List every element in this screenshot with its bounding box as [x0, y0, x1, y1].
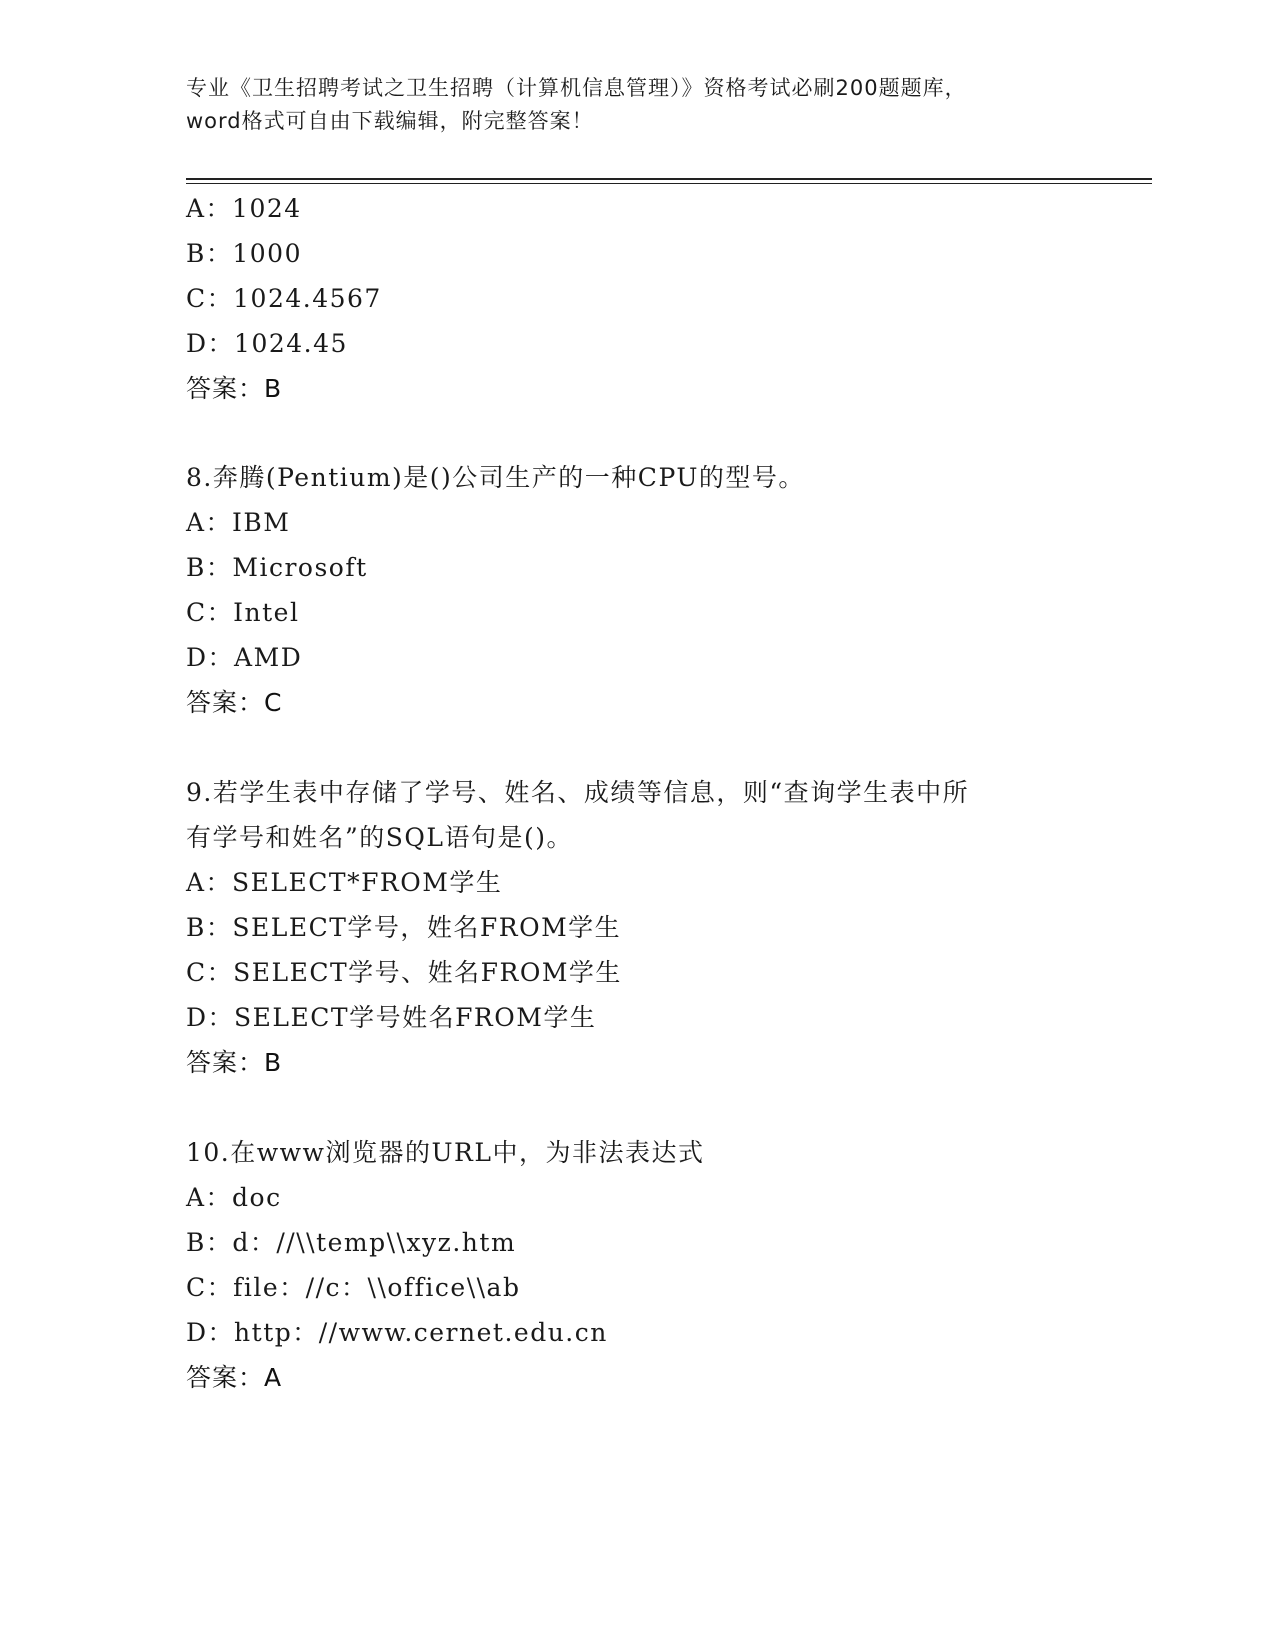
document-header	[186, 72, 1086, 138]
q7-option-a: A：1024	[186, 194, 302, 223]
q8-answer: 答案：C	[186, 688, 283, 717]
q9-option-d: D：SELECT学号姓名FROM学生	[186, 1003, 597, 1032]
q7-answer: 答案：B	[186, 374, 283, 403]
q10-answer: 答案：A	[186, 1363, 283, 1392]
header-line-1: 专业《卫生招聘考试之卫生招聘（计算机信息管理）》资格考试必刷200题题库，	[186, 76, 967, 100]
header-line-2: word格式可自由下载编辑，附完整答案！	[186, 109, 594, 133]
q10-option-d: D：http：//www.cernet.edu.cn	[186, 1318, 608, 1347]
q9-answer: 答案：B	[186, 1048, 283, 1077]
q9-question-line-2: 有学号和姓名”的SQL语句是()。	[186, 823, 574, 852]
q7-option-c: C：1024.4567	[186, 284, 382, 313]
q8-option-d: D：AMD	[186, 643, 303, 672]
header-divider	[186, 178, 1152, 180]
q10-option-b: B：d：//\\temp\\xyz.htm	[186, 1228, 517, 1257]
q8-option-b: B：Microsoft	[186, 553, 368, 582]
q9-option-a: A：SELECT*FROM学生	[186, 868, 503, 897]
q10-option-a: A：doc	[186, 1183, 282, 1212]
q8-option-c: C：Intel	[186, 598, 300, 627]
q7-option-b: B：1000	[186, 239, 302, 268]
q8-question: 8.奔腾(Pentium)是()公司生产的一种CPU的型号。	[186, 463, 805, 492]
q8-option-a: A：IBM	[186, 508, 291, 537]
q10-option-c: C：file：//c：\\office\\ab	[186, 1273, 521, 1302]
q7-option-d: D：1024.45	[186, 329, 348, 358]
header-divider-thin	[186, 183, 1152, 184]
q10-question: 10.在www浏览器的URL中，为非法表达式	[186, 1138, 705, 1167]
q9-question-line-1: 9.若学生表中存储了学号、姓名、成绩等信息，则“查询学生表中所	[186, 778, 970, 807]
q9-option-c: C：SELECT学号、姓名FROM学生	[186, 958, 622, 987]
q9-option-b: B：SELECT学号，姓名FROM学生	[186, 913, 622, 942]
